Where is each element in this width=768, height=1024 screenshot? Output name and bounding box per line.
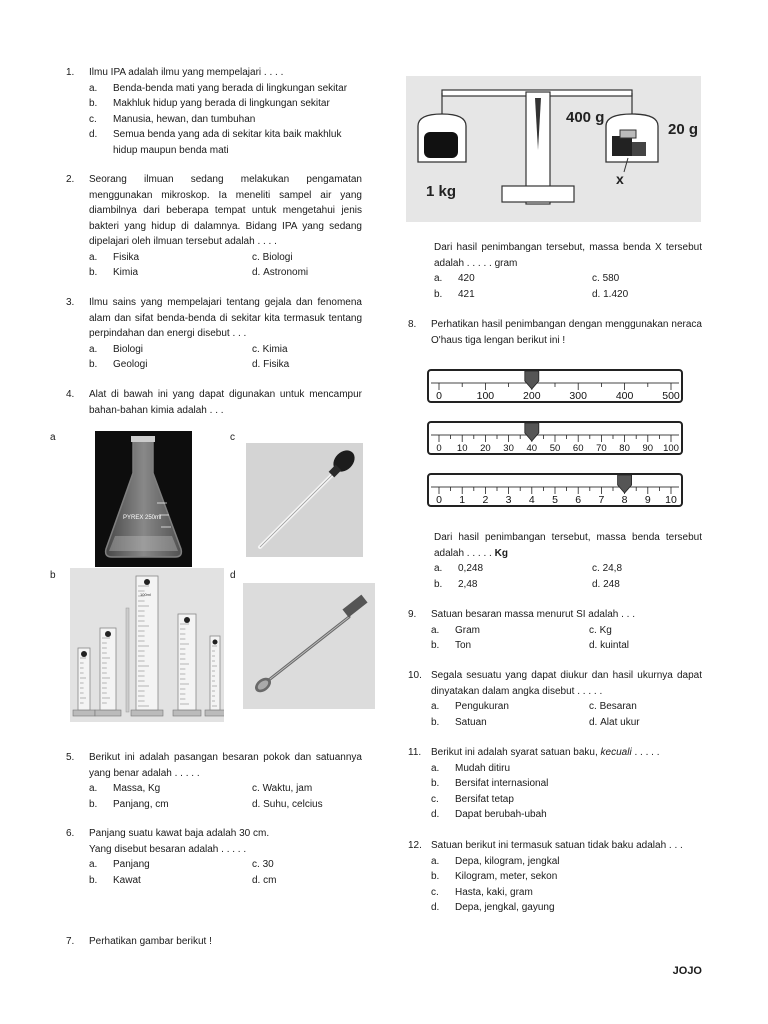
option-text: Dapat berubah-ubah [455, 809, 547, 820]
option-letter: b. [431, 640, 440, 651]
option-letter: b. [89, 359, 98, 370]
option-text: d. Suhu, celcius [252, 798, 323, 810]
option-item [431, 854, 702, 870]
option-text: d. Fisika [252, 359, 290, 370]
option-text: c. Kimia [252, 343, 288, 355]
option-item [89, 127, 362, 143]
question-7 [66, 934, 362, 950]
option-text: Panjang, cm [113, 798, 169, 810]
beam-tick-label: 400 [615, 390, 634, 402]
beam-tick-label: 100 [663, 443, 679, 454]
question-number: 7. [66, 936, 75, 947]
cylinder-logo [213, 640, 218, 645]
footer-signature: JOJO [672, 965, 702, 977]
cylinder-label: 100ml [140, 592, 151, 597]
beam-tick-label: 80 [619, 443, 630, 454]
question-3 [66, 295, 362, 373]
option-letter: b. [434, 288, 443, 300]
option-grid [434, 271, 702, 302]
flask-label: PYREX 250ml [123, 515, 162, 521]
option-letter: b. [431, 871, 440, 882]
question-text: Berikut ini adalah syarat satuan baku, kecuali . . . . . [431, 747, 660, 758]
option-text: Kimia [113, 267, 139, 278]
option-item [89, 96, 362, 112]
cylinder-body [210, 636, 220, 710]
beam-tick-label: 60 [572, 443, 584, 454]
option-text: Bersifat internasional [455, 778, 549, 789]
option-grid [89, 250, 362, 281]
option-letter: b. [434, 578, 443, 590]
question-text: Dari hasil penimbangan tersebut, massa benda tersebut adalah . . . . . Kg [434, 532, 702, 559]
option-text: Kawat [113, 874, 141, 886]
option-letter: d. [431, 809, 440, 820]
image-label-d: d [230, 570, 236, 581]
beam-tick-label: 70 [596, 443, 607, 454]
option-text: hidup maupun benda mati [113, 144, 229, 156]
option-letter: a. [434, 273, 443, 284]
option-item [431, 792, 702, 808]
option-item [431, 869, 702, 885]
question-text: Seorang ilmuan sedang melakukan pengamatan menggunakan mikroskop. Ia meneliti sampel air yang diambilnya dari beberapa tempat untuk mengetahui jenis bakteri yang hidup di dalamnya. Bidang IPA yang sedang dipelajari oleh ilmuan tersebut adalah . . . . [89, 174, 362, 247]
cylinder-logo [81, 651, 87, 657]
cylinder-logo [105, 631, 111, 637]
option-text: Massa, Kg [113, 783, 161, 794]
cylinder-base [95, 710, 121, 716]
question-text: Segala sesuatu yang dapat diukur dan hasil ukurnya dapat dinyatakan dalam angka disebut . . . . . [431, 670, 702, 697]
option-item [89, 143, 362, 159]
beam-tick-label: 0 [436, 494, 442, 506]
option-item [431, 807, 702, 823]
question-1 [66, 65, 362, 158]
option-text: Geologi [113, 359, 148, 370]
option-grid [89, 781, 362, 812]
option-letter: a. [89, 783, 98, 794]
question-number: 3. [66, 297, 75, 308]
option-letter: a. [431, 624, 440, 636]
option-letter: d. [89, 129, 98, 140]
dropper-pipette-image [246, 443, 363, 557]
question-9 [408, 607, 702, 654]
option-text: Semua benda yang ada di sekitar kita baik makhluk [113, 129, 342, 140]
beam-tick-label: 90 [642, 443, 654, 454]
beam-tick-label: 20 [480, 443, 491, 454]
question-text: Panjang suatu kawat baja adalah 30 cm. Yang disebut besaran adalah . . . . . [89, 828, 270, 855]
beam-tick-label: 300 [569, 390, 587, 402]
question-number: 9. [408, 609, 417, 620]
question-text: Ilmu IPA adalah ilmu yang mempelajari . . . . [89, 67, 284, 78]
cylinder-logo [184, 617, 190, 623]
option-text: Fisika [113, 251, 140, 263]
cylinder-base [131, 710, 163, 716]
beam-tick-label: 10 [456, 443, 468, 454]
image-label-c: c [230, 432, 235, 443]
option-text: d. Alat ukur [589, 716, 640, 728]
option-grid [431, 699, 702, 730]
option-letter: a. [431, 762, 440, 774]
option-text: c. Besaran [589, 701, 637, 712]
question-7-stem [411, 240, 702, 302]
option-text: d. cm [252, 874, 277, 886]
cylinder-base [173, 710, 201, 716]
beam-tick-label: 6 [575, 494, 582, 506]
option-list [89, 81, 362, 159]
beam-tick-label: 50 [549, 443, 561, 454]
option-grid [89, 857, 362, 888]
option-item [89, 81, 362, 97]
option-text: Gram [455, 624, 480, 636]
option-text: 421 [458, 288, 475, 300]
option-text: c. Kg [589, 624, 612, 636]
option-text: c. Waktu, jam [252, 783, 313, 794]
option-letter: a. [89, 251, 98, 263]
question-text: Satuan berikut ini termasuk satuan tidak baku adalah . . . [431, 840, 683, 851]
question-11 [408, 745, 702, 823]
option-list [431, 761, 702, 823]
cylinder-base [205, 710, 224, 716]
option-text: Panjang [113, 859, 150, 870]
beam-tick-label: 100 [476, 390, 495, 402]
mass-label-1kg: 1 kg [426, 183, 457, 200]
option-letter: d. [431, 902, 440, 913]
option-text: Depa, kilogram, jengkal [455, 855, 560, 867]
option-text: Bersifat tetap [455, 793, 514, 805]
option-letter: c. [431, 886, 439, 898]
option-letter: b. [89, 267, 98, 278]
spatula-image [243, 583, 375, 709]
option-letter: a. [89, 343, 98, 355]
option-letter: b. [431, 716, 440, 728]
beam-tick-label: 0 [436, 443, 442, 454]
beam-tick-label: 9 [644, 494, 651, 506]
option-text: Makhluk hidup yang berada di lingkungan sekitar [113, 98, 330, 109]
option-text: c. Biologi [252, 251, 293, 263]
option-text: Satuan [455, 716, 487, 728]
beam-tick-label: 2 [482, 494, 489, 506]
option-letter: b. [89, 874, 98, 886]
option-text: d. kuintal [589, 640, 630, 651]
question-text: Alat di bawah ini yang dapat digunakan untuk mencampur bahan-bahan kimia adalah . . . [89, 389, 362, 416]
option-item [89, 112, 362, 128]
question-text: Berikut ini adalah pasangan besaran pokok dan satuannya yang benar adalah . . . . . [89, 752, 362, 779]
cylinder-body [100, 628, 116, 710]
option-text: d. 1.420 [592, 288, 629, 300]
triple-beam-balance-image [425, 362, 685, 514]
cylinder-body [78, 648, 90, 710]
question-12 [408, 838, 702, 916]
beam-tick-label: 40 [526, 443, 538, 454]
option-grid [431, 623, 702, 654]
cylinder-body [178, 614, 196, 710]
option-letter: a. [89, 859, 98, 870]
question-number: 11. [408, 747, 422, 758]
option-text: 2,48 [458, 578, 478, 590]
question-text: Dari hasil penimbangan tersebut, massa benda X tersebut adalah . . . . . gram [434, 242, 702, 269]
option-text: c. 580 [592, 273, 620, 284]
beam-tick-label: 30 [503, 443, 514, 454]
option-text: c. 24,8 [592, 563, 623, 574]
question-text: Perhatikan gambar berikut ! [89, 936, 212, 947]
option-grid [89, 342, 362, 373]
option-text: Pengukuran [455, 701, 509, 712]
option-letter: b. [431, 778, 440, 789]
option-letter: a. [431, 701, 440, 712]
beam-tick-label: 500 [662, 390, 680, 402]
beam-tick-label: 8 [621, 494, 628, 506]
option-item [431, 885, 702, 901]
question-number: 10. [408, 670, 422, 681]
beam-tick-label: 5 [552, 494, 558, 506]
question-10 [408, 668, 702, 730]
option-text: Biologi [113, 343, 144, 355]
balance-scale-image [406, 76, 701, 222]
mass-label-20g: 20 g [668, 121, 699, 138]
option-text: Benda-benda mati yang berada di lingkungan sekitar [113, 82, 348, 94]
option-text: d. Astronomi [252, 267, 309, 278]
question-number: 6. [66, 828, 75, 839]
question-number: 8. [408, 319, 417, 330]
option-text: Hasta, kaki, gram [455, 886, 533, 898]
option-text: Depa, jengkal, gayung [455, 902, 555, 913]
option-item [431, 776, 702, 792]
option-text: Kilogram, meter, sekon [455, 871, 558, 882]
beam-tick-label: 1 [459, 494, 466, 506]
question-number: 1. [66, 67, 75, 78]
beam-tick-label: 7 [598, 494, 605, 506]
option-letter: a. [89, 82, 98, 94]
option-text: Manusia, hewan, dan tumbuhan [113, 113, 256, 125]
option-item [431, 900, 702, 916]
question-number: 2. [66, 174, 75, 185]
erlenmeyer-flask-image [95, 431, 192, 567]
option-letter: b. [89, 98, 98, 109]
question-4 [66, 387, 362, 418]
image-label-a: a [50, 432, 56, 443]
beam-tick-label: 0 [436, 390, 442, 402]
option-text: d. 248 [592, 578, 620, 590]
option-letter: b. [89, 798, 98, 810]
glass-rod [126, 608, 129, 712]
beam-tick-label: 200 [523, 390, 541, 402]
option-list [431, 854, 702, 916]
option-letter: c. [431, 793, 439, 805]
question-number: 5. [66, 752, 75, 763]
question-text: Perhatikan hasil penimbangan dengan menggunakan neraca O'haus tiga lengan berikut ini ! [431, 319, 702, 346]
option-text: 420 [458, 273, 475, 284]
question-number: 4. [66, 389, 75, 400]
option-text: Mudah ditiru [455, 762, 511, 774]
cylinder-logo [144, 579, 150, 585]
option-grid [434, 561, 702, 592]
image-label-b: b [50, 570, 56, 581]
question-text: Satuan besaran massa menurut SI adalah . . . [431, 609, 636, 620]
option-text: Ton [455, 640, 472, 651]
option-letter: a. [434, 563, 443, 574]
mass-label-400g: 400 g [566, 109, 605, 126]
option-item [431, 761, 702, 777]
option-letter: a. [431, 855, 440, 867]
option-text: c. 30 [252, 859, 274, 870]
beam-tick-label: 3 [505, 494, 512, 506]
question-2 [66, 172, 362, 281]
beam-tick-label: 10 [665, 494, 677, 506]
option-letter: c. [89, 113, 97, 125]
mass-label-x: x [616, 171, 624, 187]
question-8-stem [411, 530, 702, 592]
question-8 [408, 317, 702, 348]
question-text: Ilmu sains yang mempelajari tentang gejala dan fenomena alam dan sifat benda-benda di sekitar kita termasuk tentang perpindahan dan energi disebut . . . [89, 297, 362, 339]
question-5 [66, 750, 362, 812]
measuring-cylinder-image [70, 568, 224, 722]
beam-tick-label: 4 [528, 494, 535, 506]
question-6 [66, 826, 362, 888]
cylinder-base [73, 710, 95, 716]
question-number: 12. [408, 840, 422, 851]
option-text: 0,248 [458, 563, 484, 574]
